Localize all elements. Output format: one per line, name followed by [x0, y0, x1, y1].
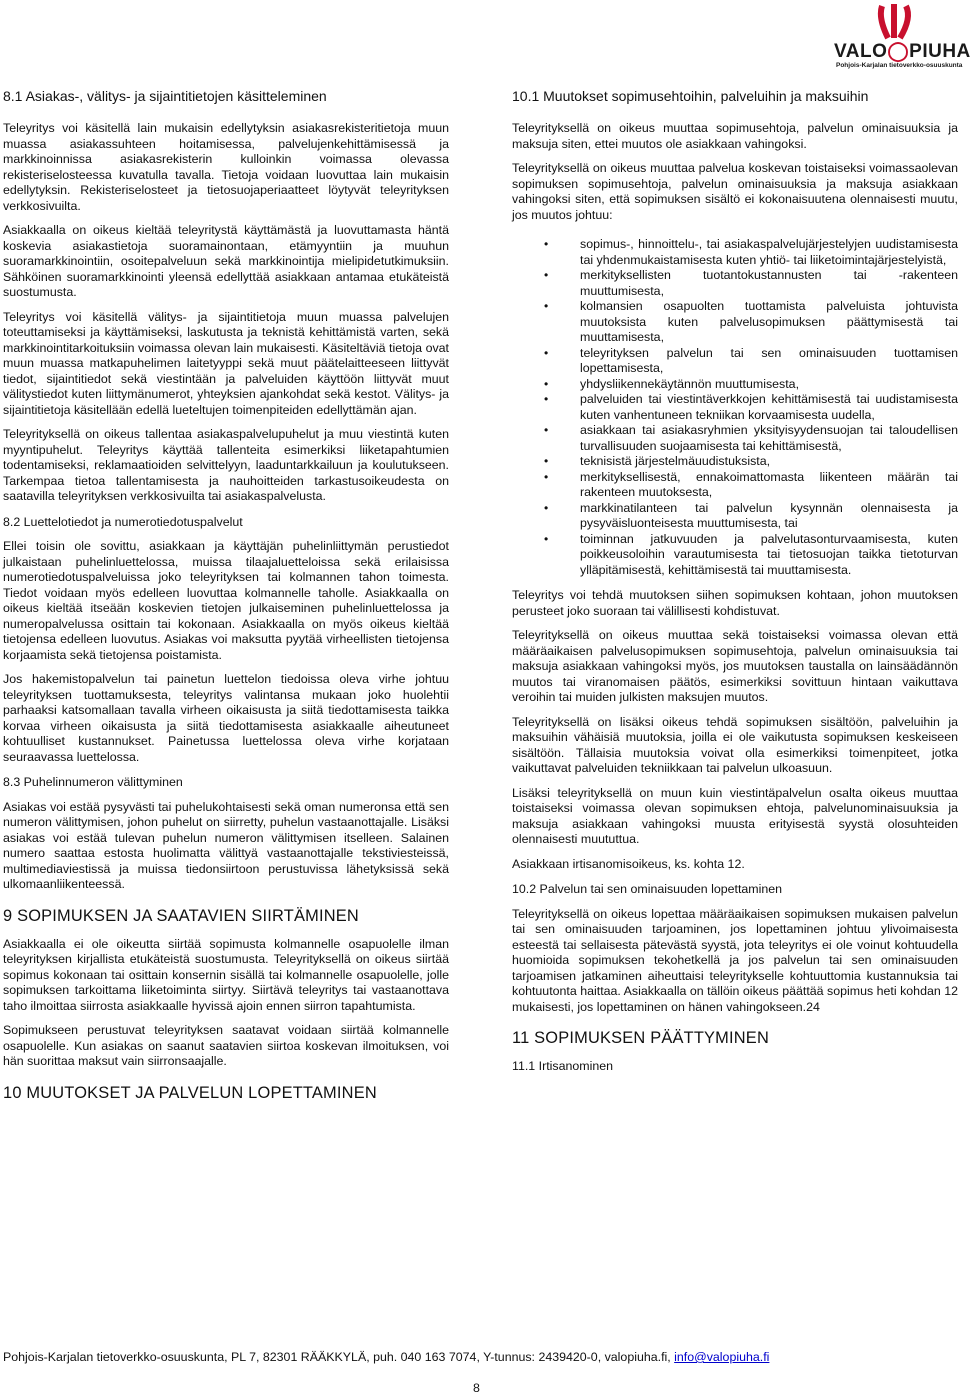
heading-11: 11 SOPIMUKSEN PÄÄTTYMINEN — [512, 1029, 769, 1047]
heading-8-3: 8.3 Puhelinnumeron välittyminen — [3, 775, 183, 789]
paragraph: Teleyrityksellä on lisäksi oikeus tehdä sopimuksen sisältöön, palveluihin ja maksuihin vähäisiä muutoksia, joilla ei ole vaikutusta sopimuksen keskeiseen sisältöön. Tällaisia muutoksia voivat olla esimerkiksi toimenpiteet, jotka vaikuttavat palveluiden tekniikkaan tai palvelun ulkoasuun. — [512, 714, 958, 775]
right-column — [512, 88, 958, 1084]
paragraph: Asiakkaalla ei ole oikeutta siirtää sopimusta kolmannelle osapuolelle ilman teleyrityksen kirjallista etukäteistä suostumusta. Teleyrityksellä on oikeus siirtää sopimus kokonaan tai osittain konsernin sisällä tai kolmannelle osapuolelle, jolle sopimuksen tarkoittama liiketoiminta siirtyy. Siirtävä teleyritys tai vastaanottava taho ilmoittaa siirrosta asiakkaalle hyvissä ajoin ennen siirron tapahtumista. — [3, 936, 449, 1013]
list-item: • merkityksellisten tuotantokustannusten tai -rakenteen muuttumisesta, — [512, 268, 958, 299]
paragraph: Teleyrityksellä on oikeus muuttaa palvelua koskevan toistaiseksi voimassaolevan sopimuksen sopimusehtoja, palvelun ominaisuuksia ja maksuja asiakkaan vahingoksi siten, että sopimuksen sisältö ei kokonaisuutena olennaisesti muutu, jos muutos johtuu: — [512, 161, 958, 222]
heading-8-1: 8.1 Asiakas-, välitys- ja sijaintitietojen käsitteleminen — [3, 88, 327, 104]
logo-brand: VALO◯PIUHA — [834, 41, 971, 62]
heading-10-1: 10.1 Muutokset sopimusehtoihin, palveluihin ja maksuihin — [512, 88, 869, 104]
paragraph: Ellei toisin ole sovittu, asiakkaan ja käyttäjän puhelinliittymän perustiedot julkaistaan puhelinluettelossa, muissa tilaajaluetteloissa sekä erilaisissa numerotiedotuspalveluissa joko teleyrityksen tai kolmannen tahon toimesta. Tiedot voidaan myös edelleen luovuttaa kolmannelle taholle. Asiakkaalla on oikeus kieltää itseään koskevien tietojen julkaiseminen puhelinluettelossa ja numeropalvelussa osittain tai kokonaan. Asiakkaalla on myös oikeus kieltää tietojensa edelleen luovutus. Asiakas voi maksutta pyytää virheellisten tietojensa korjaamista sekä tietojensa poistamista. — [3, 539, 449, 662]
left-column — [3, 88, 449, 1114]
paragraph: Asiakkaan irtisanomisoikeus, ks. kohta 12. — [512, 856, 745, 871]
paragraph: Teleyrityksellä on oikeus muuttaa sopimusehtoja, palvelun ominaisuuksia ja maksuja siten, ettei muutos ole asiakkaan vahingoksi. — [512, 121, 958, 151]
paragraph: Sopimukseen perustuvat teleyrityksen saatavat voidaan siirtää kolmannelle osapuolelle. Kun asiakas on saanut saatavien siirtoa koskevan ilmoituksen, voi hän suorittaa maksut vain siirronsaajalle. — [3, 1023, 449, 1068]
paragraph: Teleyritys voi käsitellä lain mukaisin edellytyksin asiakasrekisteritietoja muun muassa asiakassuhteen hoitamisessa, palvelujenkehittämisessä ja markkinoinnissa asiakasrekisterin kulloinkin voimassa olevassa rekisteriselosteessa kuvatulla tavalla. Tietoja voidaan luovuttaa lain mukaisin edellytyksin. Rekisteriselosteet ja tietosuojaperiaatteet löytyvät teleyrityksen verkkosivuilta. — [3, 121, 449, 213]
footer-address: Pohjois-Karjalan tietoverkko-osuuskunta, PL 7, 82301 RÄÄKKYLÄ, puh. 040 163 7074, Y-tunnus: 2439420-0, valopiuha.fi, — [3, 1350, 675, 1364]
company-logo — [834, 4, 971, 74]
logo-mark-icon — [874, 4, 918, 40]
list-item: • kolmansien osapuolten tuottamista palveluista johtuvista muutoksista kuten palvelusopimuksen päättymisestä tai muuttamisesta, — [512, 299, 958, 346]
list-item: • yhdysliikennekäytännön muuttumisesta, — [512, 377, 958, 393]
heading-9: 9 SOPIMUKSEN JA SAATAVIEN SIIRTÄMINEN — [3, 906, 359, 925]
page-number: 8 — [473, 1381, 480, 1395]
list-item: • teknisistä järjestelmäuudistuksista, — [512, 454, 958, 470]
list-item: • palveluiden tai viestintäverkkojen kehittämisestä tai uudistamisesta kuten vanhentuneen tekniikan korvaamisesta uudella, — [512, 392, 958, 423]
heading-8-2: 8.2 Luettelotiedot ja numerotiedotuspalvelut — [3, 514, 243, 529]
logo-tagline: Pohjois-Karjalan tietoverkko-osuuskunta — [836, 62, 963, 69]
heading-11-1: 11.1 Irtisanominen — [512, 1059, 614, 1073]
paragraph: Lisäksi teleyrityksellä on muun kuin viestintäpalvelun osalta oikeus muuttaa toistaiseksi voimassa olevan sopimuksen ehtoja, palvelunominaisuuksia ja maksuja asiakkaan vahingoksi muusta erityisestä syystä olosuhteiden olennaisesti muututtua. — [512, 785, 958, 846]
list-item: • teleyrityksen palvelun tai sen ominaisuuden tuottamisen lopettamisesta, — [512, 346, 958, 377]
heading-10: 10 MUUTOKSET JA PALVELUN LOPETTAMINEN — [3, 1083, 377, 1102]
list-item: • asiakkaan tai asiakasryhmien yksityisyydensuojan tai taloudellisen turvallisuuden suojaamisesta tai kehittämisestä, — [512, 423, 958, 454]
page-footer — [3, 1350, 957, 1364]
list-item: • merkityksellisestä, ennakoimattomasta liikenteen määrän tai rakenteen muutoksesta, — [512, 470, 958, 501]
heading-10-2: 10.2 Palvelun tai sen ominaisuuden lopettaminen — [512, 882, 783, 896]
paragraph: Teleyritys voi käsitellä välitys- ja sijaintitietoja muun muassa palvelujen toteuttamiseksi ja käyttämiseksi, laskutusta ja teknistä kehittämistä varten, sekä markkinointitarkoituksiin voimassa olevan lain mukaisesti. Käsiteltäviä tietoja ovat muun muassa matkapuhelimen laitetyyppi sekä muut päätelaitteeseen liittyvät tiedot, sijaintitiedot sekä viestintään ja palveluiden käyttöön liittyvät muut välitystiedot kuten liittymänumerot, yhteyksien ajankohdat sekä kestot. Välitys- ja sijaintitietoja käsitellään edellä lueteltujen toimenpiteiden edellyttämän ajan. — [3, 309, 449, 417]
bullet-list — [512, 237, 958, 578]
paragraph: Asiakas voi estää pysyvästi tai puhelukohtaisesti sekä oman numeronsa että sen numeron välittymisen, johon puhelut on siirretty, puhelun vastaanottajalle. Lisäksi asiakas voi estää tulevan puhelun numeron välittymisen itselleen. Salainen numero saattaa estosta huolimatta välittyä vastaanottajalle tekstiviesteissä, multimediaviestissä ja muissa tiedonsiirtoon perustuvissa lähetyksissä sekä ulkomaanliikenteessä. — [3, 799, 449, 891]
paragraph: Teleyrityksellä on oikeus tallentaa asiakaspalvelupuhelut ja muu viestintä kuten myyntipuhelut. Teleyritys käyttää tallenteita esimerkiksi liiketapahtumien todentamiseksi, reklamaatioiden selvittelyyn, laaduntarkkailuun ja koulutukseen. Tarkempaa tietoa tallentamisesta ja nauhoitteiden tarkastusoikeudesta on saatavilla teleyrityksen verkkosivuilta tai asiakaspalvelusta. — [3, 427, 449, 503]
paragraph: Teleyritys voi tehdä muutoksen siihen sopimuksen kohtaan, johon muutoksen perusteet joko suoraan tai välillisesti kohdistuvat. — [512, 588, 958, 618]
list-item: • markkinatilanteen tai palvelun kysynnän olennaisesta ja pysyväisluonteisesta muuttumisesta, tai — [512, 501, 958, 532]
list-item: • toiminnan jatkuvuuden ja palvelutasonturvaamisesta, kuten poikkeusoloihin varautumisesta tai tietosuojan taikka tietoturvan ylläpitämisestä, kehittämisestä tai muuttamisesta. — [512, 532, 958, 579]
paragraph: Asiakkaalla on oikeus kieltää teleyritystä käyttämästä ja luovuttamasta häntä koskevia asiakastietoja suoramainontaan, etämyyntiin ja muuhun suoramarkkinointiin, osoitepalveluun sekä markkinointija mielipidetutkimuksiin. Sähköinen suoramarkkinointi yleensä edellyttää asiakkaan antamaa etukäteistä suostumusta. — [3, 223, 449, 299]
footer-email-link[interactable]: info@valopiuha.fi — [674, 1350, 770, 1364]
paragraph: Jos hakemistopalvelun tai painetun luettelon tiedoissa oleva virhe johtuu teleyrityksen tuottamuksesta, teleyritys valintansa mukaan joko huolehtii parhaaksi katsomallaan tavalla virheen oikaisusta ja siitä tiedottamisesta taikka korvaa virheen oikaisusta ja siitä tiedottamisesta asiakkaalle aiheutuneet kohtuulliset kustannukset. Painetussa luettelossa oleva virhe korjataan seuraavassa luettelossa. — [3, 672, 449, 764]
list-item: • sopimus-, hinnoittelu-, tai asiakaspalvelujärjestelyjen uudistamisesta tai yhdenmukaistamisesta kuten yhtiö- tai liiketoimintajärjestelyistä, — [512, 237, 958, 268]
paragraph: Teleyrityksellä on oikeus muuttaa sekä toistaiseksi voimassa olevan että määräaikaisen palvelusopimuksen sopimusehtoja, palvelun ominaisuuksia tai maksuja asiakkaan vahingoksi myös, jos muutoksen taustalla on lainsäädännön muutos tai viranomaisen päätös, esimerkiksi sovittuun hintaan vaikuttava veroihin tai muiden julkisten maksujen muutos. — [512, 628, 958, 704]
paragraph: Teleyrityksellä on oikeus lopettaa määräaikaisen sopimuksen mukaisen palvelun tai sen ominaisuuden tarjoaminen, jos lopettaminen johtuu ylivoimaisesta esteestä tai sellaisesta pätevästä syystä, jota teleyritys ei ole voinut kohtuudella huomioida sopimuksen tekohetkellä ja jos palvelun tai sen ominaisuuden tarjoamisen jatkaminen aiheuttaisi teleyritykselle kohtuuttomia kustannuksia tai kohtuutonta haittaa. Asiakkaalla on tällöin oikeus päättää sopimus heti kohdan 12 mukaisesti, jos lopettaminen on hänen vahingokseen.24 — [512, 906, 958, 1014]
